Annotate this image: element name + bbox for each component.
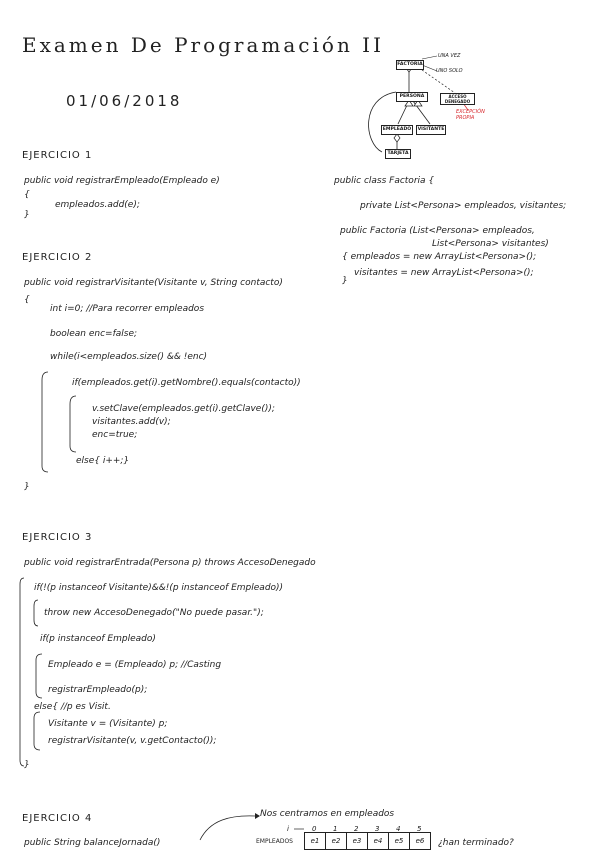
note-una-vez: UNA VEZ [438, 53, 461, 59]
ex4-index: 2 [354, 825, 359, 833]
array-cell: e6 [409, 832, 431, 850]
ex2-line-6: if(empleados.get(i).getNombre().equals(contacto)) [72, 378, 301, 388]
factoria-line-1: public class Factoria { [334, 176, 435, 186]
ex2-line-5: while(i<empleados.size() && !enc) [50, 352, 208, 362]
note-uno-solo: UNO SOLO [436, 68, 463, 74]
factoria-line-5: { empleados = new ArrayList<Persona>(); [342, 252, 537, 262]
factoria-line-2: private List<Persona> empleados, visitantes; [360, 201, 567, 211]
factoria-line-3: public Factoria (List<Persona> empleados, [340, 226, 535, 236]
employees-array [304, 832, 431, 850]
acceso-denegado-class: ACCESO DENEGADO [440, 93, 475, 105]
array-cell: e1 [304, 832, 325, 850]
factoria-line-4: List<Persona> visitantes) [432, 239, 549, 249]
ex2-line-11: } [24, 482, 30, 492]
ex3-line-1: public void registrarEntrada(Persona p) throws AccesoDenegado [24, 558, 316, 568]
ex4-question: ¿han terminado? [438, 838, 514, 848]
note-excepcion-propia: EXCEPCIÓN PROPIA [456, 109, 485, 121]
ex1-line-3: empleados.add(e); [55, 200, 140, 210]
ex3-line-10: } [24, 760, 30, 770]
ex3-line-9: registrarVisitante(v, v.getContacto()); [48, 736, 217, 746]
array-cell: e5 [388, 832, 409, 850]
array-cell: e4 [367, 832, 388, 850]
ex3-line-2: if(!(p instanceof Visitante)&&!(p instanceof Empleado)) [34, 583, 284, 593]
factoria-class: FACTORIA [396, 60, 424, 70]
ex4-note: Nos centramos en empleados [260, 809, 395, 819]
empleado-class: EMPLEADO [381, 125, 413, 135]
array-cell: e3 [346, 832, 367, 850]
ex2-heading: EJERCICIO 2 [22, 252, 93, 263]
ex2-line-2: { [24, 295, 30, 305]
ex4-index: 0 [312, 825, 317, 833]
ex4-index: 1 [333, 825, 338, 833]
ex1-line-4: } [24, 210, 30, 220]
ex4-index-label: i [287, 825, 289, 833]
ex3-line-3: throw new AccesoDenegado("No puede pasar."); [44, 608, 264, 618]
tarjeta-class: TARJETA [385, 149, 411, 159]
ex3-line-8: Visitante v = (Visitante) p; [48, 719, 168, 729]
exam-date: 01/06/2018 [66, 92, 183, 110]
ex2-line-3: int i=0; //Para recorrer empleados [50, 304, 205, 314]
ex4-index: 5 [417, 825, 422, 833]
diagram-connectors [360, 48, 495, 163]
array-cell: e2 [325, 832, 346, 850]
ex4-index: 4 [396, 825, 401, 833]
ex3-line-6: registrarEmpleado(p); [48, 685, 148, 695]
ex4-index: 3 [375, 825, 380, 833]
ex2-line-4: boolean enc=false; [50, 329, 138, 339]
ex1-heading: EJERCICIO 1 [22, 150, 93, 161]
ex2-line-9: enc=true; [92, 430, 138, 440]
visitante-class: VISITANTE [416, 125, 446, 135]
class-diagram [360, 48, 495, 163]
page-title: Examen De Programación II [22, 33, 384, 57]
persona-class: PERSONA [396, 92, 428, 102]
ex4-row-label: EMPLEADOS [256, 838, 293, 845]
ex4-signature: public String balanceJornada() [24, 838, 161, 848]
ex2-line-10: else{ i++;} [76, 456, 130, 466]
ex1-line-1: public void registrarEmpleado(Empleado e) [24, 176, 220, 186]
ex3-heading: EJERCICIO 3 [22, 532, 93, 543]
ex2-line-1: public void registrarVisitante(Visitante v, String contacto) [24, 278, 283, 288]
ex4-heading: EJERCICIO 4 [22, 813, 93, 824]
factoria-line-6: visitantes = new ArrayList<Persona>(); [354, 268, 534, 278]
ex3-line-7: else{ //p es Visit. [34, 702, 111, 712]
factoria-line-7: } [342, 276, 348, 286]
ex2-line-8: visitantes.add(v); [92, 417, 171, 427]
ex3-line-5: Empleado e = (Empleado) p; //Casting [48, 660, 222, 670]
ex3-line-4: if(p instanceof Empleado) [40, 634, 156, 644]
ex1-line-2: { [24, 190, 30, 200]
ex2-line-7: v.setClave(empleados.get(i).getClave()); [92, 404, 275, 414]
